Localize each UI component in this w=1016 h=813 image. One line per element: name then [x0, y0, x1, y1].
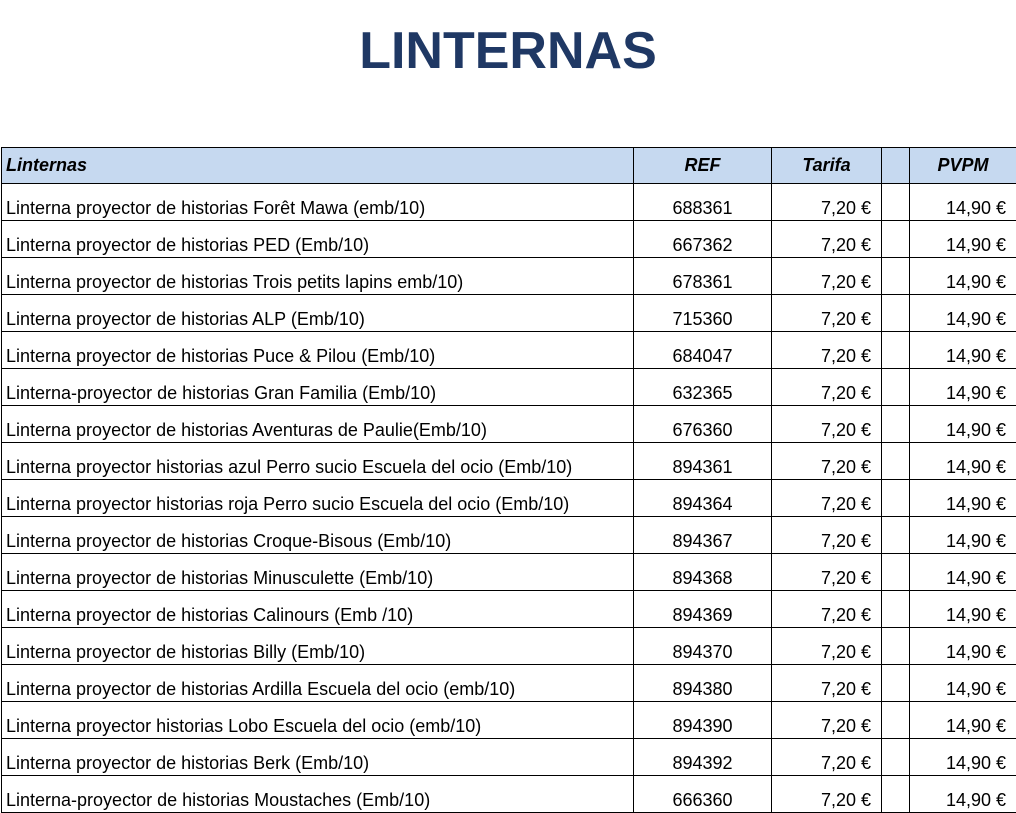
product-name-cell: Linterna proyector historias roja Perro sucio Escuela del ocio (Emb/10): [2, 480, 634, 517]
table-row: [2, 591, 1016, 628]
pvpm-cell: 14,90 €: [910, 406, 1016, 443]
table-row: [2, 258, 1016, 295]
tarifa-cell: 7,20 €: [772, 776, 882, 813]
pvpm-cell: 14,90 €: [910, 332, 1016, 369]
spacer-cell: [882, 295, 910, 332]
tarifa-cell: 7,20 €: [772, 591, 882, 628]
table-row: [2, 184, 1016, 221]
ref-cell: 676360: [634, 406, 772, 443]
pvpm-cell: 14,90 €: [910, 258, 1016, 295]
tarifa-cell: 7,20 €: [772, 258, 882, 295]
tarifa-cell: 7,20 €: [772, 332, 882, 369]
tarifa-cell: 7,20 €: [772, 702, 882, 739]
product-name-cell: Linterna proyector de historias Calinours (Emb /10): [2, 591, 634, 628]
table-row: [2, 480, 1016, 517]
pvpm-cell: 14,90 €: [910, 480, 1016, 517]
ref-cell: 632365: [634, 369, 772, 406]
product-name-cell: Linterna proyector historias azul Perro sucio Escuela del ocio (Emb/10): [2, 443, 634, 480]
spacer-cell: [882, 591, 910, 628]
table-row: [2, 221, 1016, 258]
ref-cell: 894370: [634, 628, 772, 665]
ref-cell: 894392: [634, 739, 772, 776]
pvpm-cell: 14,90 €: [910, 702, 1016, 739]
product-name-cell: Linterna proyector de historias Trois petits lapins emb/10): [2, 258, 634, 295]
spacer-cell: [882, 480, 910, 517]
spacer-cell: [882, 443, 910, 480]
column-header-ref: REF: [634, 148, 772, 184]
tarifa-cell: 7,20 €: [772, 443, 882, 480]
tarifa-cell: 7,20 €: [772, 184, 882, 221]
spacer-cell: [882, 221, 910, 258]
product-name-cell: Linterna proyector de historias Forêt Mawa (emb/10): [2, 184, 634, 221]
ref-cell: 666360: [634, 776, 772, 813]
product-name-cell: Linterna proyector de historias Berk (Emb/10): [2, 739, 634, 776]
spacer-cell: [882, 739, 910, 776]
pvpm-cell: 14,90 €: [910, 739, 1016, 776]
table-row: [2, 406, 1016, 443]
pvpm-cell: 14,90 €: [910, 295, 1016, 332]
table-row: [2, 369, 1016, 406]
tarifa-cell: 7,20 €: [772, 517, 882, 554]
tarifa-cell: 7,20 €: [772, 739, 882, 776]
pvpm-cell: 14,90 €: [910, 591, 1016, 628]
spacer-cell: [882, 554, 910, 591]
tarifa-cell: 7,20 €: [772, 221, 882, 258]
spacer-cell: [882, 776, 910, 813]
spacer-cell: [882, 628, 910, 665]
product-name-cell: Linterna proyector de historias Ardilla Escuela del ocio (emb/10): [2, 665, 634, 702]
table-body: [2, 184, 1016, 813]
ref-cell: 667362: [634, 221, 772, 258]
ref-cell: 894364: [634, 480, 772, 517]
ref-cell: 715360: [634, 295, 772, 332]
column-header-tarifa: Tarifa: [772, 148, 882, 184]
spacer-cell: [882, 332, 910, 369]
spacer-cell: [882, 184, 910, 221]
pvpm-cell: 14,90 €: [910, 517, 1016, 554]
tarifa-cell: 7,20 €: [772, 369, 882, 406]
pvpm-cell: 14,90 €: [910, 184, 1016, 221]
table-row: [2, 332, 1016, 369]
product-name-cell: Linterna proyector de historias Minusculette (Emb/10): [2, 554, 634, 591]
product-name-cell: Linterna proyector de historias Aventuras de Paulie(Emb/10): [2, 406, 634, 443]
ref-cell: 894390: [634, 702, 772, 739]
pvpm-cell: 14,90 €: [910, 554, 1016, 591]
ref-cell: 678361: [634, 258, 772, 295]
pvpm-cell: 14,90 €: [910, 369, 1016, 406]
pvpm-cell: 14,90 €: [910, 628, 1016, 665]
price-table: [1, 147, 1016, 813]
product-name-cell: Linterna proyector de historias Croque-Bisous (Emb/10): [2, 517, 634, 554]
tarifa-cell: 7,20 €: [772, 406, 882, 443]
spacer-cell: [882, 665, 910, 702]
pvpm-cell: 14,90 €: [910, 776, 1016, 813]
ref-cell: 894367: [634, 517, 772, 554]
ref-cell: 894369: [634, 591, 772, 628]
ref-cell: 894380: [634, 665, 772, 702]
product-name-cell: Linterna-proyector de historias Gran Familia (Emb/10): [2, 369, 634, 406]
column-header-name: Linternas: [2, 148, 634, 184]
table-row: [2, 295, 1016, 332]
spacer-cell: [882, 258, 910, 295]
table-header-row: [2, 148, 1016, 184]
spacer-cell: [882, 517, 910, 554]
product-name-cell: Linterna-proyector de historias Moustaches (Emb/10): [2, 776, 634, 813]
page-title: LINTERNAS: [0, 18, 1016, 84]
product-name-cell: Linterna proyector de historias Puce & Pilou (Emb/10): [2, 332, 634, 369]
ref-cell: 684047: [634, 332, 772, 369]
table-row: [2, 554, 1016, 591]
table-row: [2, 628, 1016, 665]
tarifa-cell: 7,20 €: [772, 295, 882, 332]
table-row: [2, 517, 1016, 554]
column-header-spacer: [882, 148, 910, 184]
ref-cell: 688361: [634, 184, 772, 221]
pvpm-cell: 14,90 €: [910, 443, 1016, 480]
product-name-cell: Linterna proyector de historias PED (Emb/10): [2, 221, 634, 258]
table-row: [2, 665, 1016, 702]
tarifa-cell: 7,20 €: [772, 665, 882, 702]
tarifa-cell: 7,20 €: [772, 628, 882, 665]
table-row: [2, 702, 1016, 739]
table-row: [2, 443, 1016, 480]
spacer-cell: [882, 406, 910, 443]
table-row: [2, 739, 1016, 776]
ref-cell: 894368: [634, 554, 772, 591]
pvpm-cell: 14,90 €: [910, 221, 1016, 258]
table-row: [2, 776, 1016, 813]
column-header-pvpm: PVPM: [910, 148, 1016, 184]
tarifa-cell: 7,20 €: [772, 554, 882, 591]
tarifa-cell: 7,20 €: [772, 480, 882, 517]
product-name-cell: Linterna proyector de historias Billy (Emb/10): [2, 628, 634, 665]
product-name-cell: Linterna proyector de historias ALP (Emb/10): [2, 295, 634, 332]
spacer-cell: [882, 702, 910, 739]
spacer-cell: [882, 369, 910, 406]
product-name-cell: Linterna proyector historias Lobo Escuela del ocio (emb/10): [2, 702, 634, 739]
ref-cell: 894361: [634, 443, 772, 480]
pvpm-cell: 14,90 €: [910, 665, 1016, 702]
